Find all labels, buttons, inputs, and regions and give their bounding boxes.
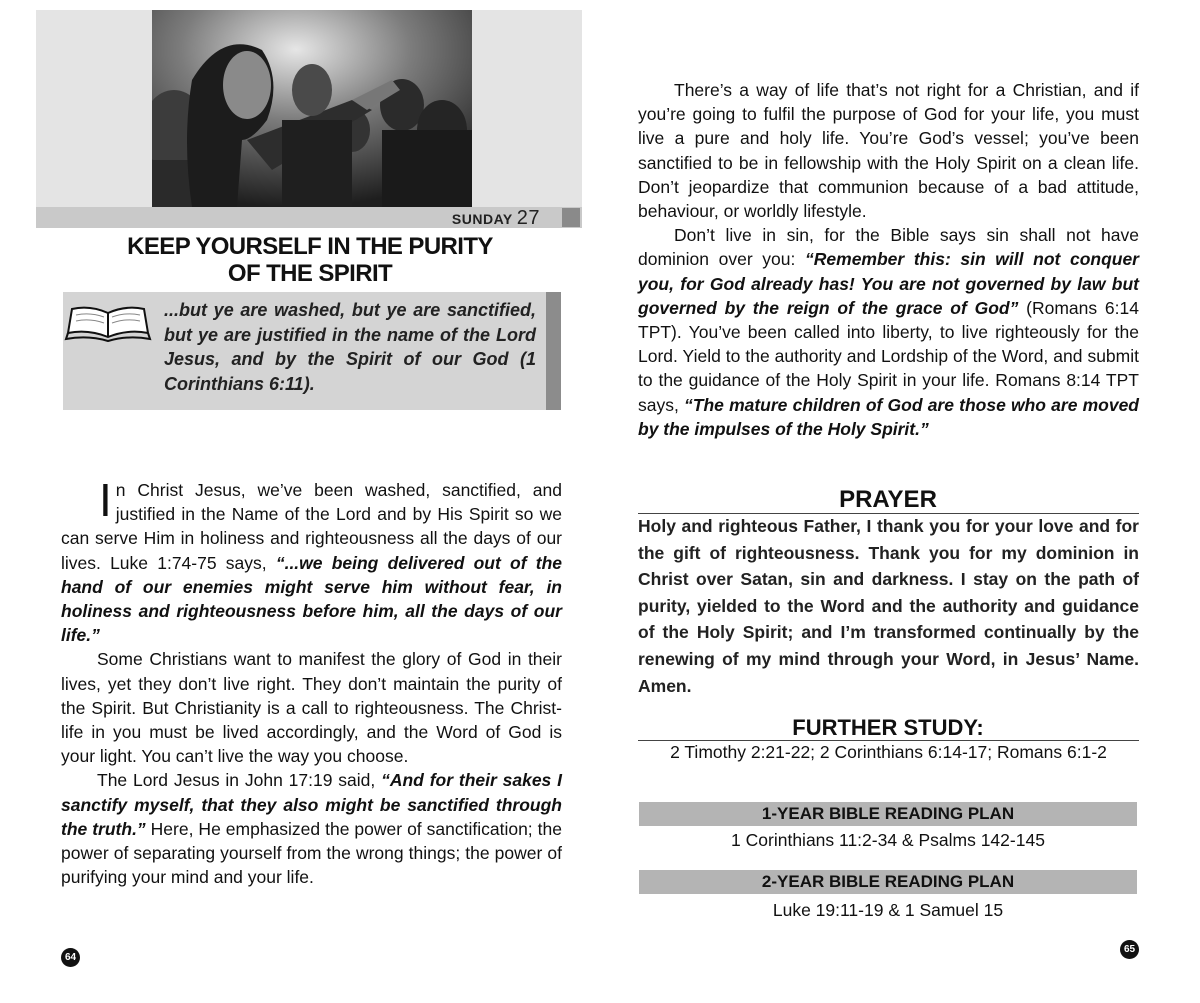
day-number: 27 bbox=[516, 207, 540, 229]
further-study-heading: FURTHER STUDY: bbox=[792, 715, 984, 740]
prayer-heading: PRAYER bbox=[839, 486, 937, 513]
open-bible-icon bbox=[64, 303, 152, 345]
paragraph bbox=[61, 768, 562, 889]
page-number-left: 64 bbox=[61, 948, 80, 967]
text-span: The Lord Jesus in John 17:19 said, bbox=[97, 770, 382, 791]
further-study-references: 2 Timothy 2:21-22; 2 Corinthians 6:14-17; Romans 6:1-2 bbox=[670, 742, 1107, 762]
date-accent-block bbox=[562, 208, 580, 227]
page-title bbox=[60, 233, 560, 287]
worship-photo bbox=[152, 10, 472, 207]
scripture-verse: ...but ye are washed, but ye are sanctified, but ye are justified in the name of the Lord Jesus, and by the Spirit of our God (1 Corinthians 6:11). bbox=[164, 300, 536, 394]
text-span: (Romans 6:14 TPT). You’ve been called into liberty, to live righteously for the Lord. Yield to the authority and Lordship of the Word, and submit to the guidance of the Holy Spirit in your life. Romans 8:14 TPT says, bbox=[638, 297, 1139, 415]
devotional-date bbox=[452, 207, 540, 229]
left-body-text bbox=[61, 474, 562, 889]
scripture-quote: “Remember this: sin will not conquer you, for God already has! You are not governed by law but governed by the reign of the grace of God” bbox=[638, 249, 1139, 318]
right-body-text bbox=[638, 78, 1139, 441]
title-line-1: KEEP YOURSELF IN THE PURITY bbox=[127, 233, 493, 260]
scripture-quote: “...we being delivered out of the hand of our enemies might serve him without fear, in holiness and righteousness before him, all the days of our life.” bbox=[61, 552, 562, 646]
text-span: n Christ Jesus, we’ve been washed, sanctified, and justified in the Name of the Lord and by His Spirit so we can serve Him in holiness and righteousness all the days of our lives. Luke 1:74-75 says, bbox=[61, 480, 562, 573]
reading-plan-1-heading: 1-YEAR BIBLE READING PLAN bbox=[639, 802, 1137, 826]
weekday: SUNDAY bbox=[451, 211, 513, 227]
reading-plan-2-heading: 2-YEAR BIBLE READING PLAN bbox=[639, 870, 1137, 894]
page-number-right: 65 bbox=[1120, 940, 1139, 959]
reading-plan-1-passages: 1 Corinthians 11:2-34 & Psalms 142-145 bbox=[731, 830, 1045, 850]
drop-cap: I bbox=[99, 474, 112, 526]
scripture-box-edge bbox=[546, 292, 561, 410]
text-span: Here, He emphasized the power of sanctification; the power of separating yourself from the wrong things; the power of purifying your mind and your life. bbox=[61, 818, 562, 888]
reading-plan-2-passages: Luke 19:11-19 & 1 Samuel 15 bbox=[772, 900, 1004, 920]
title-line-2: OF THE SPIRIT bbox=[227, 260, 393, 287]
scripture-quote: “And for their sakes I sanctify myself, that they also might be sanctified through the truth.” bbox=[61, 770, 562, 839]
paragraph bbox=[61, 474, 562, 647]
paragraph: Some Christians want to manifest the glory of God in their lives, yet they don’t live right. They don’t maintain the purity of the Spirit. But Christianity is a call to righteousness. The Christ-life in you must be lived accordingly, and the Word of God is your light. You can’t live the way you choose. bbox=[61, 649, 562, 767]
paragraph bbox=[638, 223, 1139, 441]
scripture-quote: “The mature children of God are those who are moved by the impulses of the Holy Spirit.” bbox=[638, 394, 1140, 439]
paragraph: There’s a way of life that’s not right for a Christian, and if you’re going to fulfil the purpose of God for your life, you must live a pure and holy life. You’re God’s vessel; you’ve been sanctified to be in fellowship with the Holy Spirit on a clean life. Don’t jeopardize that communion because of a bad attitude, behaviour, or worldly lifestyle. bbox=[638, 80, 1139, 222]
prayer-text: Holy and righteous Father, I thank you for your love and for the gift of righteousness. Thank you for my dominion in Christ over Satan, sin and darkness. I stay on the path of purity, yielded to the Word and the authority and guidance of the Holy Spirit; and I’m transformed continually by the renewing of my mind through your Word, in Jesus’ Name. Amen. bbox=[638, 516, 1139, 696]
text-span: Don’t live in sin, for the Bible says sin shall not have dominion over you: bbox=[638, 225, 1139, 270]
